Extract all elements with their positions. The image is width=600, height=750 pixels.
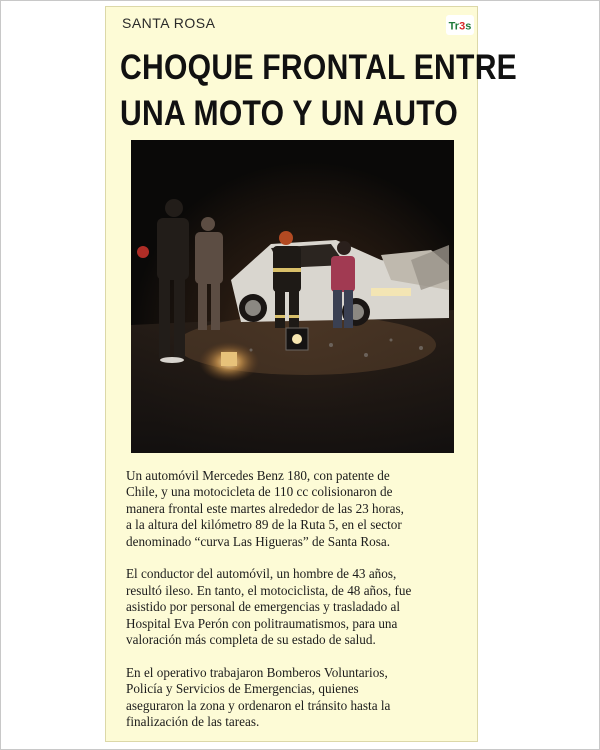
brand-logo [446, 15, 474, 35]
paragraph-line: Un automóvil Mercedes Benz 180, con patente de [126, 468, 390, 483]
paragraph [126, 566, 466, 648]
paragraph-line: El conductor del automóvil, un hombre de 43 años, [126, 566, 397, 582]
paragraph-line: Chile, y una motocicleta de 110 cc colisionaron de [126, 484, 393, 500]
headline-line: UNA MOTO Y UN AUTO [120, 94, 459, 133]
svg-text:Tr3s: Tr3s [448, 20, 472, 33]
paragraph-line: a la altura del kilómetro 89 de la Ruta 5, en el sector [126, 517, 402, 533]
paragraph-line: valoración más completa de su estado de salud. [126, 632, 376, 648]
article-body [126, 468, 466, 747]
headline-line: CHOQUE FRONTAL ENTRE [120, 48, 518, 87]
paragraph [126, 468, 466, 550]
paragraph-line: aseguraron la zona y ordenaron el tránsito hasta la [126, 697, 391, 713]
paragraph-line: asistido por personal de emergencias y trasladado al [126, 599, 401, 615]
paragraph-line: denominado “curva Las Higueras” de Santa Rosa. [126, 533, 391, 549]
paragraph-line: En el operativo trabajaron Bomberos Voluntarios, [126, 664, 388, 680]
section-label: SANTA ROSA [122, 15, 216, 31]
paragraph [126, 665, 466, 731]
paragraph-line: resultó ileso. En tanto, el motociclista, de 48 años, fue [126, 582, 412, 598]
paragraph-line: manera frontal este martes alrededor de las 23 horas, [126, 500, 404, 516]
crash-scene-photo [131, 140, 454, 453]
paragraph-line: Policía y Servicios de Emergencias, quienes [126, 681, 359, 697]
headline [120, 45, 518, 137]
paragraph-line: Hospital Eva Perón con politraumatismos, para una [126, 615, 398, 631]
news-card [105, 6, 518, 742]
paragraph-line: finalización de las tareas. [126, 714, 260, 730]
